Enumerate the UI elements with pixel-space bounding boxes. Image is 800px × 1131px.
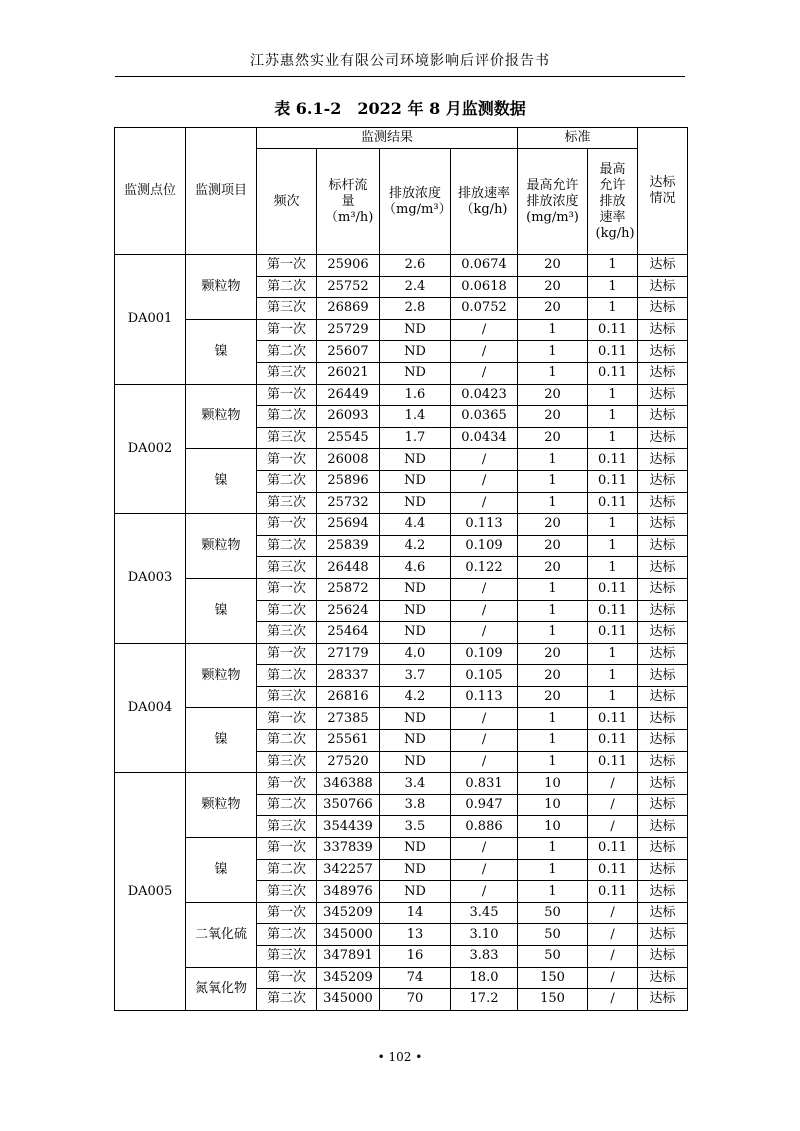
freq-cell: 第一次 (257, 319, 317, 341)
item-cell: 镍 (186, 578, 257, 643)
max-conc-cell: 1 (518, 470, 588, 492)
max-rate-cell: 0.11 (588, 859, 638, 881)
conc-cell: 1.6 (380, 384, 451, 406)
rate-cell: / (451, 341, 518, 363)
status-cell: 达标 (638, 665, 688, 687)
rate-cell: / (451, 708, 518, 730)
flow-cell: 25732 (317, 492, 380, 514)
status-cell: 达标 (638, 600, 688, 622)
max-conc-cell: 20 (518, 514, 588, 536)
rate-cell: 0.947 (451, 794, 518, 816)
rate-cell: / (451, 449, 518, 471)
item-cell: 氮氧化物 (186, 967, 257, 1010)
max-conc-cell: 1 (518, 622, 588, 644)
conc-cell: 2.4 (380, 276, 451, 298)
max-conc-cell: 1 (518, 362, 588, 384)
max-conc-cell: 20 (518, 686, 588, 708)
status-cell: 达标 (638, 384, 688, 406)
status-cell: 达标 (638, 794, 688, 816)
max-conc-cell: 20 (518, 276, 588, 298)
flow-cell: 25752 (317, 276, 380, 298)
max-rate-cell: 0.11 (588, 362, 638, 384)
flow-cell: 354439 (317, 816, 380, 838)
table-row (115, 967, 688, 989)
status-cell: 达标 (638, 730, 688, 752)
status-cell: 达标 (638, 881, 688, 903)
max-rate-cell: / (588, 924, 638, 946)
freq-cell: 第三次 (257, 622, 317, 644)
max-conc-cell: 1 (518, 838, 588, 860)
max-conc-cell: 1 (518, 730, 588, 752)
max-rate-cell: 0.11 (588, 622, 638, 644)
header-rate: 排放速率（kg/h) (451, 149, 518, 255)
flow-cell: 25839 (317, 535, 380, 557)
freq-cell: 第三次 (257, 298, 317, 320)
flow-cell: 25872 (317, 578, 380, 600)
header-item: 监测项目 (186, 128, 257, 255)
max-rate-cell: / (588, 773, 638, 795)
status-cell: 达标 (638, 449, 688, 471)
flow-cell: 26869 (317, 298, 380, 320)
status-cell: 达标 (638, 751, 688, 773)
flow-cell: 350766 (317, 794, 380, 816)
max-conc-cell: 10 (518, 816, 588, 838)
status-cell: 达标 (638, 686, 688, 708)
flow-cell: 28337 (317, 665, 380, 687)
header-point: 监测点位 (115, 128, 186, 255)
table-row (115, 643, 688, 665)
max-rate-cell: 0.11 (588, 881, 638, 903)
freq-cell: 第一次 (257, 514, 317, 536)
conc-cell: 13 (380, 924, 451, 946)
max-rate-cell: 0.11 (588, 708, 638, 730)
freq-cell: 第二次 (257, 600, 317, 622)
flow-cell: 345000 (317, 924, 380, 946)
conc-cell: ND (380, 600, 451, 622)
flow-cell: 345000 (317, 989, 380, 1011)
status-cell: 达标 (638, 470, 688, 492)
flow-cell: 342257 (317, 859, 380, 881)
item-cell: 镍 (186, 319, 257, 384)
running-header: 江苏惠然实业有限公司环境影响后评价报告书 (250, 53, 550, 69)
item-cell: 镍 (186, 449, 257, 514)
status-cell: 达标 (638, 276, 688, 298)
table-row (115, 319, 688, 341)
conc-cell: 4.2 (380, 686, 451, 708)
status-cell: 达标 (638, 427, 688, 449)
table-row (115, 449, 688, 471)
max-conc-cell: 1 (518, 600, 588, 622)
max-rate-cell: 1 (588, 384, 638, 406)
table-row (115, 773, 688, 795)
rate-cell: / (451, 622, 518, 644)
table-row (115, 902, 688, 924)
status-cell: 达标 (638, 967, 688, 989)
max-rate-cell: 1 (588, 514, 638, 536)
conc-cell: ND (380, 622, 451, 644)
freq-cell: 第二次 (257, 276, 317, 298)
max-rate-cell: 1 (588, 643, 638, 665)
rate-cell: / (451, 319, 518, 341)
header-conc: 排放浓度（mg/m³） (380, 149, 451, 255)
freq-cell: 第三次 (257, 686, 317, 708)
header-max-conc: 最高允许排放浓度(mg/m³) (518, 149, 588, 255)
max-rate-cell: 0.11 (588, 492, 638, 514)
flow-cell: 26816 (317, 686, 380, 708)
status-cell: 达标 (638, 622, 688, 644)
status-cell: 达标 (638, 514, 688, 536)
rate-cell: / (451, 362, 518, 384)
conc-cell: ND (380, 492, 451, 514)
table-row (115, 578, 688, 600)
max-conc-cell: 150 (518, 967, 588, 989)
max-rate-cell: 0.11 (588, 600, 638, 622)
conc-cell: ND (380, 362, 451, 384)
table-row (115, 384, 688, 406)
freq-cell: 第二次 (257, 859, 317, 881)
conc-cell: ND (380, 838, 451, 860)
max-conc-cell: 20 (518, 665, 588, 687)
max-conc-cell: 1 (518, 449, 588, 471)
max-conc-cell: 1 (518, 708, 588, 730)
max-rate-cell: 1 (588, 686, 638, 708)
item-cell: 颗粒物 (186, 255, 257, 320)
header-max-rate: 最高允许排放速率(kg/h) (588, 149, 638, 255)
rate-cell: / (451, 730, 518, 752)
max-conc-cell: 50 (518, 902, 588, 924)
freq-cell: 第二次 (257, 406, 317, 428)
header-rule (115, 76, 685, 77)
flow-cell: 345209 (317, 902, 380, 924)
freq-cell: 第二次 (257, 989, 317, 1011)
conc-cell: ND (380, 708, 451, 730)
flow-cell: 26448 (317, 557, 380, 579)
max-rate-cell: / (588, 794, 638, 816)
rate-cell: 18.0 (451, 967, 518, 989)
rate-cell: 3.45 (451, 902, 518, 924)
freq-cell: 第二次 (257, 535, 317, 557)
status-cell: 达标 (638, 924, 688, 946)
max-rate-cell: 1 (588, 298, 638, 320)
flow-cell: 26449 (317, 384, 380, 406)
status-cell: 达标 (638, 255, 688, 277)
freq-cell: 第二次 (257, 730, 317, 752)
max-rate-cell: 0.11 (588, 319, 638, 341)
rate-cell: / (451, 751, 518, 773)
rate-cell: / (451, 600, 518, 622)
max-rate-cell: 1 (588, 665, 638, 687)
conc-cell: 2.8 (380, 298, 451, 320)
freq-cell: 第三次 (257, 557, 317, 579)
header-status: 达标情况 (638, 128, 688, 255)
max-conc-cell: 20 (518, 557, 588, 579)
flow-cell: 27179 (317, 643, 380, 665)
status-cell: 达标 (638, 859, 688, 881)
max-conc-cell: 50 (518, 924, 588, 946)
status-cell: 达标 (638, 319, 688, 341)
max-rate-cell: 0.11 (588, 341, 638, 363)
rate-cell: 0.109 (451, 535, 518, 557)
conc-cell: 1.4 (380, 406, 451, 428)
status-cell: 达标 (638, 362, 688, 384)
point-cell: DA003 (115, 514, 186, 644)
item-cell: 镍 (186, 708, 257, 773)
max-conc-cell: 50 (518, 946, 588, 968)
item-cell: 颗粒物 (186, 514, 257, 579)
freq-cell: 第一次 (257, 838, 317, 860)
rate-cell: 0.0674 (451, 255, 518, 277)
max-conc-cell: 10 (518, 773, 588, 795)
flow-cell: 25607 (317, 341, 380, 363)
max-rate-cell: / (588, 902, 638, 924)
conc-cell: ND (380, 470, 451, 492)
status-cell: 达标 (638, 341, 688, 363)
freq-cell: 第三次 (257, 816, 317, 838)
freq-cell: 第三次 (257, 427, 317, 449)
conc-cell: 16 (380, 946, 451, 968)
max-conc-cell: 20 (518, 298, 588, 320)
max-rate-cell: 1 (588, 557, 638, 579)
flow-cell: 345209 (317, 967, 380, 989)
freq-cell: 第一次 (257, 449, 317, 471)
max-conc-cell: 20 (518, 255, 588, 277)
header-results-group: 监测结果 (257, 128, 518, 149)
freq-cell: 第一次 (257, 773, 317, 795)
status-cell: 达标 (638, 838, 688, 860)
table-caption: 表 6.1-2 2022 年 8 月监测数据 (274, 99, 526, 118)
conc-cell: ND (380, 751, 451, 773)
max-rate-cell: 1 (588, 406, 638, 428)
rate-cell: 3.10 (451, 924, 518, 946)
freq-cell: 第二次 (257, 794, 317, 816)
status-cell: 达标 (638, 492, 688, 514)
rate-cell: 0.109 (451, 643, 518, 665)
freq-cell: 第三次 (257, 492, 317, 514)
max-rate-cell: / (588, 816, 638, 838)
freq-cell: 第一次 (257, 578, 317, 600)
item-cell: 二氧化硫 (186, 902, 257, 967)
freq-cell: 第二次 (257, 341, 317, 363)
conc-cell: ND (380, 341, 451, 363)
freq-cell: 第一次 (257, 384, 317, 406)
freq-cell: 第一次 (257, 708, 317, 730)
freq-cell: 第一次 (257, 902, 317, 924)
conc-cell: ND (380, 319, 451, 341)
rate-cell: 3.83 (451, 946, 518, 968)
max-rate-cell: / (588, 967, 638, 989)
rate-cell: 0.0365 (451, 406, 518, 428)
freq-cell: 第一次 (257, 643, 317, 665)
max-conc-cell: 150 (518, 989, 588, 1011)
item-cell: 颗粒物 (186, 773, 257, 838)
max-conc-cell: 20 (518, 384, 588, 406)
max-rate-cell: 1 (588, 427, 638, 449)
status-cell: 达标 (638, 946, 688, 968)
max-rate-cell: 0.11 (588, 578, 638, 600)
rate-cell: / (451, 859, 518, 881)
max-conc-cell: 20 (518, 535, 588, 557)
flow-cell: 25906 (317, 255, 380, 277)
max-rate-cell: 0.11 (588, 730, 638, 752)
rate-cell: 0.122 (451, 557, 518, 579)
freq-cell: 第二次 (257, 470, 317, 492)
rate-cell: / (451, 578, 518, 600)
rate-cell: / (451, 492, 518, 514)
page-number: • 102 • (377, 1050, 423, 1064)
conc-cell: 2.6 (380, 255, 451, 277)
table-row (115, 838, 688, 860)
max-conc-cell: 1 (518, 751, 588, 773)
max-conc-cell: 20 (518, 643, 588, 665)
status-cell: 达标 (638, 578, 688, 600)
rate-cell: 0.0618 (451, 276, 518, 298)
freq-cell: 第三次 (257, 362, 317, 384)
flow-cell: 25464 (317, 622, 380, 644)
rate-cell: 17.2 (451, 989, 518, 1011)
flow-cell: 27520 (317, 751, 380, 773)
header-freq: 频次 (257, 149, 317, 255)
rate-cell: / (451, 470, 518, 492)
max-rate-cell: 0.11 (588, 751, 638, 773)
max-conc-cell: 10 (518, 794, 588, 816)
conc-cell: 3.7 (380, 665, 451, 687)
max-conc-cell: 1 (518, 881, 588, 903)
conc-cell: 4.4 (380, 514, 451, 536)
table-row (115, 514, 688, 536)
rate-cell: 0.0752 (451, 298, 518, 320)
flow-cell: 25561 (317, 730, 380, 752)
conc-cell: 3.8 (380, 794, 451, 816)
flow-cell: 27385 (317, 708, 380, 730)
monitoring-data-table (114, 127, 688, 1011)
table-row (115, 255, 688, 277)
flow-cell: 25545 (317, 427, 380, 449)
conc-cell: ND (380, 881, 451, 903)
freq-cell: 第三次 (257, 881, 317, 903)
max-conc-cell: 1 (518, 859, 588, 881)
conc-cell: 3.5 (380, 816, 451, 838)
rate-cell: / (451, 881, 518, 903)
max-conc-cell: 1 (518, 578, 588, 600)
rate-cell: 0.831 (451, 773, 518, 795)
flow-cell: 337839 (317, 838, 380, 860)
item-cell: 颗粒物 (186, 384, 257, 449)
status-cell: 达标 (638, 298, 688, 320)
flow-cell: 26093 (317, 406, 380, 428)
conc-cell: 1.7 (380, 427, 451, 449)
freq-cell: 第三次 (257, 751, 317, 773)
freq-cell: 第一次 (257, 967, 317, 989)
conc-cell: 70 (380, 989, 451, 1011)
rate-cell: 0.886 (451, 816, 518, 838)
status-cell: 达标 (638, 989, 688, 1011)
max-rate-cell: 0.11 (588, 449, 638, 471)
max-rate-cell: / (588, 989, 638, 1011)
rate-cell: 0.0434 (451, 427, 518, 449)
status-cell: 达标 (638, 535, 688, 557)
table-row (115, 708, 688, 730)
rate-cell: 0.0423 (451, 384, 518, 406)
max-rate-cell: 0.11 (588, 838, 638, 860)
rate-cell: 0.113 (451, 686, 518, 708)
max-conc-cell: 20 (518, 406, 588, 428)
conc-cell: ND (380, 578, 451, 600)
status-cell: 达标 (638, 406, 688, 428)
flow-cell: 347891 (317, 946, 380, 968)
flow-cell: 25729 (317, 319, 380, 341)
header-flow: 标杆流量（m³/h) (317, 149, 380, 255)
conc-cell: ND (380, 859, 451, 881)
point-cell: DA004 (115, 643, 186, 773)
flow-cell: 26021 (317, 362, 380, 384)
flow-cell: 348976 (317, 881, 380, 903)
item-cell: 镍 (186, 838, 257, 903)
conc-cell: 74 (380, 967, 451, 989)
item-cell: 颗粒物 (186, 643, 257, 708)
point-cell: DA001 (115, 255, 186, 385)
conc-cell: 4.6 (380, 557, 451, 579)
conc-cell: ND (380, 730, 451, 752)
flow-cell: 25694 (317, 514, 380, 536)
max-rate-cell: 1 (588, 276, 638, 298)
max-conc-cell: 1 (518, 341, 588, 363)
rate-cell: 0.113 (451, 514, 518, 536)
point-cell: DA005 (115, 773, 186, 1011)
status-cell: 达标 (638, 708, 688, 730)
max-conc-cell: 1 (518, 319, 588, 341)
rate-cell: / (451, 838, 518, 860)
freq-cell: 第三次 (257, 946, 317, 968)
conc-cell: 4.2 (380, 535, 451, 557)
conc-cell: ND (380, 449, 451, 471)
status-cell: 达标 (638, 773, 688, 795)
max-conc-cell: 20 (518, 427, 588, 449)
conc-cell: 3.4 (380, 773, 451, 795)
flow-cell: 25624 (317, 600, 380, 622)
max-rate-cell: 1 (588, 535, 638, 557)
max-rate-cell: / (588, 946, 638, 968)
table-body (115, 255, 688, 1011)
header-standard-group: 标准 (518, 128, 638, 149)
flow-cell: 346388 (317, 773, 380, 795)
status-cell: 达标 (638, 557, 688, 579)
status-cell: 达标 (638, 902, 688, 924)
freq-cell: 第二次 (257, 665, 317, 687)
max-conc-cell: 1 (518, 492, 588, 514)
flow-cell: 25896 (317, 470, 380, 492)
max-rate-cell: 0.11 (588, 470, 638, 492)
conc-cell: 14 (380, 902, 451, 924)
conc-cell: 4.0 (380, 643, 451, 665)
max-rate-cell: 1 (588, 255, 638, 277)
rate-cell: 0.105 (451, 665, 518, 687)
status-cell: 达标 (638, 643, 688, 665)
flow-cell: 26008 (317, 449, 380, 471)
status-cell: 达标 (638, 816, 688, 838)
freq-cell: 第二次 (257, 924, 317, 946)
freq-cell: 第一次 (257, 255, 317, 277)
point-cell: DA002 (115, 384, 186, 514)
